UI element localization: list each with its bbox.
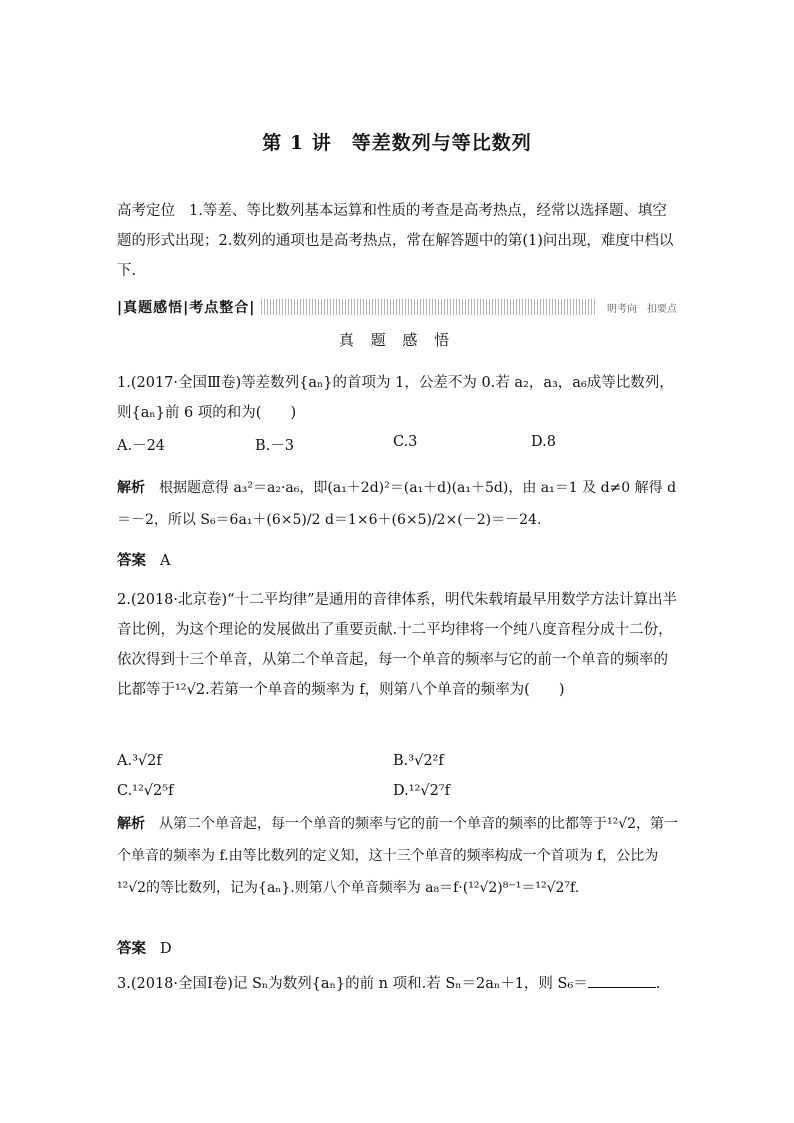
option-b: B.³√2²f xyxy=(393,753,444,769)
question-1-answer xyxy=(117,549,679,570)
question-2-options xyxy=(117,746,679,806)
solution-text: 从第二个单音起，每一个单音的频率与它的前一个单音的频率的比都等于¹²√2，第一个单音的频率为 f.由等比数列的定义知，这十三个单音的频率构成一个首项为 f，公比为¹²√2的等比数列，记为{aₙ}.则第八个单音频率为 a₈＝f·(¹²√2)⁸⁻¹＝¹²√2⁷f. xyxy=(117,816,679,896)
answer-label: 答案 xyxy=(117,553,146,569)
answer-value: D xyxy=(160,941,172,957)
section-note: 明考向 扣要点 xyxy=(603,300,677,315)
question-1-stem: 1.(2017·全国Ⅲ卷)等差数列{aₙ}的首项为 1，公差不为 0.若 a₂，a₃，a₆成等比数列，则{aₙ}前 6 项的和为( ) xyxy=(117,375,674,421)
exam-focus-text: 1.等差、等比数列基本运算和性质的考查是高考热点，经常以选择题、填空题的形式出现；2.数列的通项也是高考热点，常在解答题中的第(1)问出现，难度中档以下. xyxy=(117,203,674,279)
answer-blank xyxy=(588,973,656,988)
section-subheading: 真 题 感 悟 xyxy=(338,331,456,349)
question-2-answer xyxy=(117,937,679,958)
question-1-options xyxy=(117,434,679,455)
section-tag: |真题感悟|考点整合| xyxy=(117,300,256,316)
solution-label: 解析 xyxy=(117,816,145,832)
section-divider xyxy=(261,299,597,315)
question-2-stem: 2.(2018·北京卷)“十二平均律”是通用的音律体系，明代朱载堉最早用数学方法计算出半音比例，为这个理论的发展做出了重要贡献.十二平均律将一个纯八度音程分成十二份，依次得到十三个单音，从第二个单音起，每一个单音的频率与它的前一个单音的频率的比都等于¹²√2.若第一个单音的频率为 f，则第八个单音的频率为( ) xyxy=(117,592,677,698)
option-c: C.¹²√2⁵f xyxy=(117,783,174,799)
option-c: C.3 xyxy=(393,434,418,450)
option-b: B.－3 xyxy=(255,438,294,454)
question-3-text: 3.(2018·全国Ⅰ卷)记 Sₙ为数列{aₙ}的前 n 项和.若 Sₙ＝2aₙ＋1，则 S₆＝ xyxy=(117,976,588,992)
option-d: D.¹²√2⁷f xyxy=(393,783,450,799)
answer-label: 答案 xyxy=(117,941,146,957)
solution-text: 根据题意得 a₃²＝a₂·a₆，即(a₁＋2d)²＝(a₁＋d)(a₁＋5d)，由 a₁＝1 及 d≠0 解得 d＝－2，所以 S₆＝6a₁＋(6×5)/2 d＝1×6＋(6×5)/2×(－2)＝－24. xyxy=(117,480,677,528)
exam-focus-paragraph xyxy=(117,196,677,286)
question-1-solution xyxy=(117,472,679,536)
question-3-stem: 3.(2018·全国Ⅰ卷)记 Sₙ为数列{aₙ}的前 n 项和.若 Sₙ＝2aₙ＋1，则 S₆＝ . xyxy=(117,969,679,999)
page-title: 第 1 讲 等差数列与等比数列 xyxy=(262,132,532,154)
option-d: D.8 xyxy=(531,434,556,450)
question-2-solution xyxy=(117,808,679,904)
solution-label: 解析 xyxy=(117,480,145,496)
option-a: A.³√2f xyxy=(117,753,162,769)
option-a: A.－24 xyxy=(117,438,166,454)
answer-value: A xyxy=(160,553,171,569)
exam-focus-label: 高考定位 xyxy=(117,203,175,219)
section-banner xyxy=(117,296,677,318)
